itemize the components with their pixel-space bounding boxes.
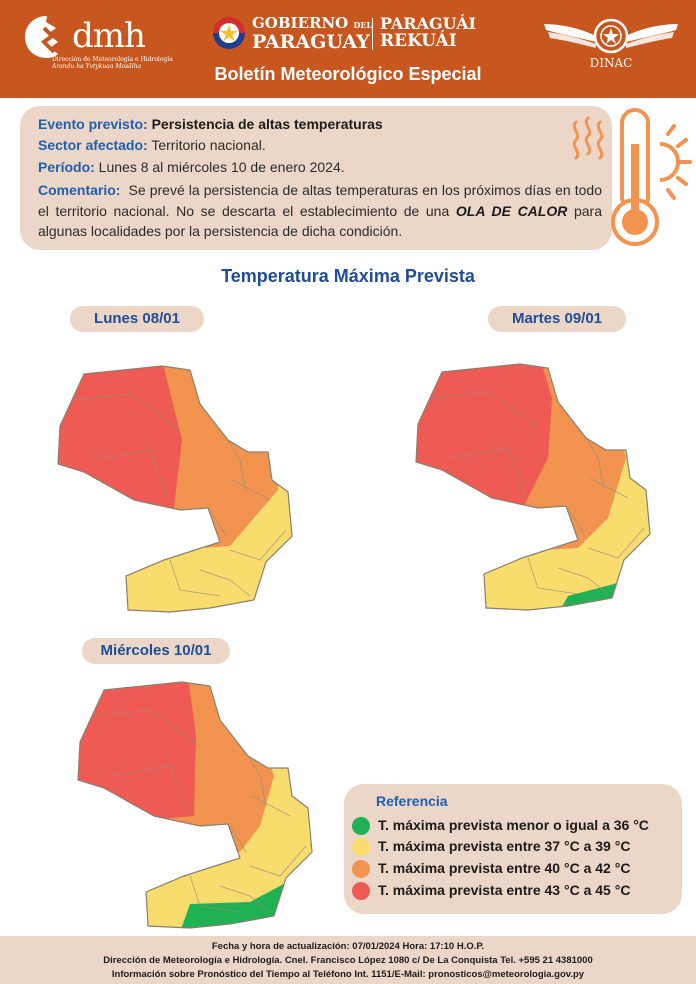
day-pill-lunes: Lunes 08/01 bbox=[70, 306, 204, 332]
legend-label: T. máxima prevista entre 37 °C a 39 °C bbox=[378, 838, 631, 854]
gobierno-line2: PARAGUAY bbox=[252, 31, 370, 53]
sector-value: Territorio nacional. bbox=[151, 137, 266, 153]
thermometer-heat-icon bbox=[568, 104, 692, 254]
comentario-paragraph bbox=[38, 180, 602, 242]
sector-label: Sector afectado: bbox=[38, 137, 148, 153]
gobierno-line1: GOBIERNO DEL bbox=[252, 14, 373, 32]
day-pill-martes: Martes 09/01 bbox=[488, 306, 626, 332]
day-pill-miercoles: Miércoles 10/01 bbox=[82, 638, 230, 664]
dmh-cloud-lightning-icon bbox=[20, 12, 74, 62]
dmh-subtitle-guarani: Arandu ha Yvtykuaa Mosãiha bbox=[52, 63, 142, 70]
periodo-line bbox=[38, 159, 345, 175]
legend-label: T. máxima prevista entre 40 °C a 42 °C bbox=[378, 860, 631, 876]
gobierno-separator bbox=[372, 18, 373, 50]
map-miercoles bbox=[70, 676, 340, 932]
legend-swatch-orange bbox=[352, 860, 370, 878]
evento-line bbox=[38, 116, 383, 132]
guarani-line1: PARAGUÁI bbox=[380, 14, 477, 33]
dmh-logo bbox=[18, 10, 173, 70]
footer-update-time: Fecha y hora de actualización: 07/01/2024 Hora: 17:10 H.O.P. bbox=[211, 941, 485, 952]
header-bar bbox=[0, 0, 696, 98]
ola-de-calor-emphasis: OLA DE CALOR bbox=[455, 202, 568, 219]
legend-title: Referencia bbox=[376, 793, 448, 809]
legend-swatch-red bbox=[352, 882, 370, 900]
map-martes bbox=[408, 358, 678, 614]
legend-swatch-green bbox=[352, 817, 370, 835]
bulletin-title: Boletín Meteorológico Especial bbox=[214, 64, 482, 84]
legend-label: T. máxima prevista menor o igual a 36 °C bbox=[378, 817, 649, 833]
sector-line bbox=[38, 137, 266, 153]
dinac-winged-emblem-icon bbox=[540, 14, 682, 54]
periodo-label: Período: bbox=[38, 159, 95, 175]
dmh-wordmark: dmh bbox=[72, 16, 145, 56]
legend-label: T. máxima prevista entre 43 °C a 45 °C bbox=[378, 882, 631, 898]
comentario-text-2: para algunas localidades por la persistencia de dicha condición. bbox=[38, 202, 603, 239]
evento-label: Evento previsto: bbox=[38, 116, 148, 132]
legend-box bbox=[344, 784, 682, 914]
comentario-label: Comentario: bbox=[38, 182, 121, 198]
map-lunes bbox=[50, 360, 320, 616]
event-info-box bbox=[20, 106, 612, 250]
dmh-subtitle: Dirección de Meteorología e Hidrología bbox=[52, 56, 173, 63]
dinac-label: DINAC bbox=[589, 56, 633, 70]
footer-address: Dirección de Meteorología e Hidrología. Cnel. Francisco López 1080 c/ De La Conquista Tel. +595 21 4381000 bbox=[103, 955, 593, 966]
footer bbox=[0, 936, 696, 984]
guarani-line2: REKUÁI bbox=[380, 31, 457, 51]
gobierno-logo bbox=[212, 12, 482, 56]
section-title: Temperatura Máxima Prevista bbox=[221, 266, 475, 286]
periodo-value: Lunes 8 al miércoles 10 de enero 2024. bbox=[98, 159, 345, 175]
comentario-text-1: Se prevé la persistencia de altas temperaturas en los próximos días en todo el territorio nacional. No se descarta el establecimiento de una bbox=[38, 182, 602, 219]
legend-swatch-yellow bbox=[352, 838, 370, 856]
footer-contact: Información sobre Pronóstico del Tiempo al Teléfono Int. 1151/E-Mail: pronosticos@meteorologia.gov.py bbox=[111, 969, 585, 980]
evento-value: Persistencia de altas temperaturas bbox=[151, 116, 383, 132]
paraguay-star-emblem-icon bbox=[212, 16, 246, 50]
